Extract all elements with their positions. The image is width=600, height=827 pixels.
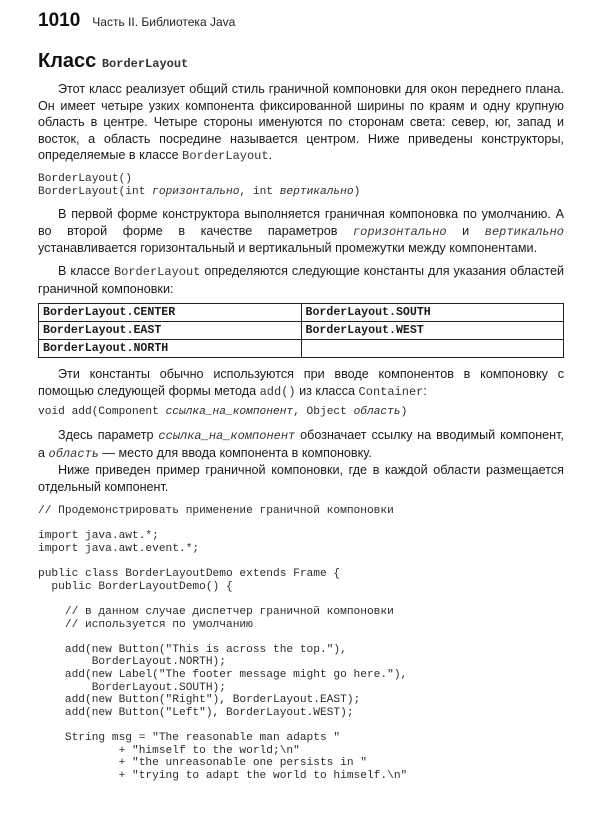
sig-part: ) (400, 406, 408, 419)
p4-text: Эти константы обычно используются при вводе компонентов в компоновку с помощью следующей формы метода (38, 367, 564, 398)
table-row (39, 304, 564, 322)
code-line: add(new Label("The footer message might go here."), (38, 669, 408, 681)
code-line: import java.awt.*; (38, 530, 159, 543)
constructor-explanation (38, 206, 564, 257)
page-number: 1010 (38, 10, 81, 31)
code-line: BorderLayout.SOUTH); (38, 681, 226, 694)
table-cell: BorderLayout.WEST (301, 322, 564, 340)
table-cell (301, 340, 564, 358)
code-listing (38, 505, 564, 782)
p4-code-add: add() (259, 384, 296, 399)
table-cell: BorderLayout.SOUTH (301, 304, 564, 322)
p3-text: определяются следующие константы для указания областей граничной компоновки: (38, 263, 564, 296)
page-header (38, 10, 564, 36)
sig-param-ref: ссылка_на_компонент (165, 406, 294, 419)
code-line: add(new Button("This is across the top."), (38, 643, 347, 656)
section-title-word: Класс (38, 50, 97, 72)
p2-text: устанавливается горизонтальный и вертикальный промежутки между компонентами. (38, 241, 538, 256)
code-line: // Продемонстрировать применение граничной компоновки (38, 505, 394, 518)
p5-text: Здесь параметр (58, 427, 159, 442)
book-page (38, 10, 564, 782)
ctor-param-vertical: вертикально (279, 185, 354, 198)
table-cell: BorderLayout.EAST (39, 322, 302, 340)
code-line: add(new Button("Right"), BorderLayout.EAST); (38, 694, 361, 707)
example-intro: Ниже приведен пример граничной компоновки, где в каждой области размещается отдельный компонент. (38, 463, 564, 494)
code-line: BorderLayout.NORTH); (38, 656, 226, 669)
constants-intro (38, 263, 564, 297)
running-title: Часть II. Библиотека Java (92, 15, 236, 29)
table-cell: BorderLayout.CENTER (39, 304, 302, 322)
p5-param-ref: ссылка_на_компонент (158, 428, 296, 443)
code-line: + "the unreasonable one persists in " (38, 757, 367, 770)
ctor-part: ) (353, 185, 361, 198)
p3-code: BorderLayout (113, 264, 201, 279)
p4-text: из класса (295, 383, 359, 398)
p2-param-horizontal: горизонтально (352, 224, 447, 239)
p5-text: обозначает ссылку на вводимый компонент, а (38, 427, 564, 460)
section-title (38, 50, 564, 73)
constructor-default: BorderLayout() (38, 172, 132, 185)
constructors-code (38, 173, 564, 198)
p2-param-vertical: вертикально (484, 224, 564, 239)
sig-param-region: область (353, 406, 401, 419)
ctor-param-horizontal: горизонтально (152, 185, 240, 198)
intro-text: Этот класс реализует общий стиль граничной компоновки для окон переднего плана. Он имеет четыре узких компонента фиксированной ширины по краям и одну крупную область в центре. Четыре стороны именуются по сторонам света: север, юг, запад и восток, а область посредине называется центром. Ниже приведены конструкторы, определяемые в классе (38, 82, 564, 163)
constants-table (38, 303, 564, 358)
p2-text: и (446, 223, 485, 238)
p4-code-container: Container (358, 384, 424, 399)
constructor-with-gaps (38, 186, 360, 198)
code-line: public BorderLayoutDemo() { (38, 580, 233, 593)
table-row (39, 340, 564, 358)
p2-text: В первой форме конструктора выполняется граничная компоновка по умолчанию. А во второй форме в качестве параметров (38, 207, 564, 238)
intro-code: BorderLayout (182, 149, 269, 164)
code-line: + "himself to the world;\n" (38, 744, 300, 757)
section-title-code: BorderLayout (101, 57, 189, 71)
code-line: import java.awt.event.*; (38, 543, 200, 556)
ctor-part: , int (239, 185, 280, 198)
code-line: String msg = "The reasonable man adapts " (38, 731, 341, 744)
ctor-part: BorderLayout(int (38, 185, 153, 198)
code-line: // в данном случае диспетчер граничной компоновки (38, 606, 394, 619)
code-line: + "trying to adapt the world to himself.\n" (38, 769, 408, 782)
add-method-intro (38, 366, 564, 400)
table-cell: BorderLayout.NORTH (39, 340, 302, 358)
intro-paragraph (38, 81, 564, 165)
code-line: // используется по умолчанию (38, 618, 253, 631)
add-signature-code (38, 406, 564, 419)
param-explanation (38, 427, 564, 462)
table-row (39, 322, 564, 340)
p5-text: — место для ввода компонента в компоновку. (98, 445, 372, 460)
sig-part: void add(Component (38, 406, 166, 419)
code-line: public class BorderLayoutDemo extends Frame { (38, 568, 341, 581)
intro-end: . (268, 148, 273, 163)
p5-param-region: область (48, 446, 99, 461)
sig-part: , Object (293, 406, 354, 419)
p3-text: В классе (58, 263, 114, 278)
code-line: add(new Button("Left"), BorderLayout.WEST); (38, 706, 354, 719)
p4-text: : (423, 383, 427, 398)
